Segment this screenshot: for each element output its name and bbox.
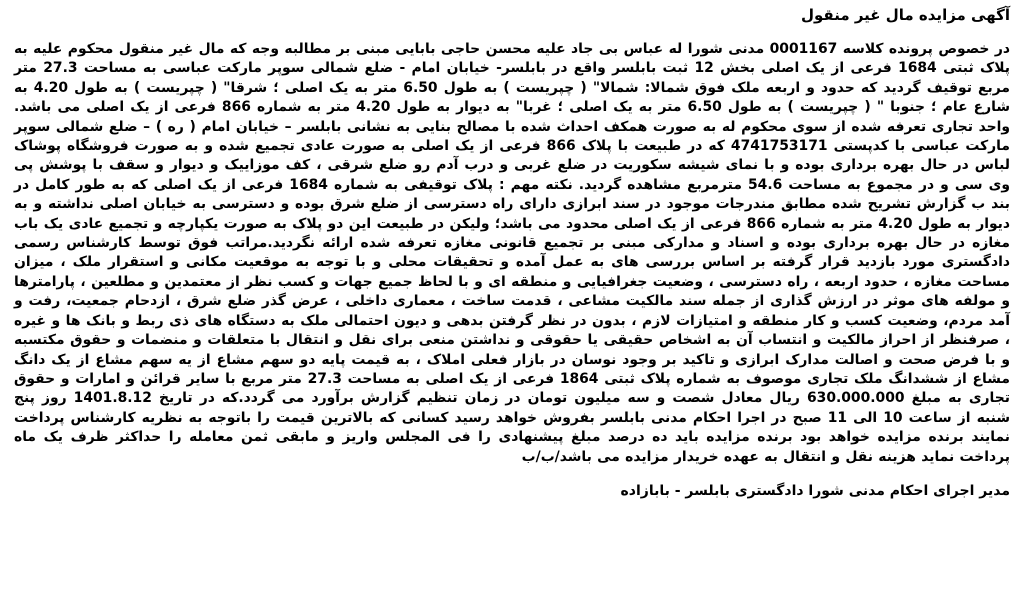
- auction-notice: [14, 4, 1010, 501]
- notice-body: در خصوص پرونده کلاسه 0001167 مدنی شورا له عباس بی جاد علیه محسن حاجی بابایی مبنی بر مطالبه وجه که مال غیر منقول محکوم علیه به پلاک ثبتی 1684 فرعی از یک اصلی بخش 12 ثبت بابلسر واقع در بابلسر- خیابان امام - ضلع شمالی سوپر مارکت عباسی به مساحت 27.3 متر مربع توقیف گردید که حدود و اربعه ملک فوق شمالا: شمالا" ( چپریست ) به طول 6.50 متر به یک اصلی ؛ شرقا" ( چپریست ) به طول 4.20 به شارع عام ؛ جنوبا " ( چپریست ) به طول 6.50 متر به یک اصلی ؛ غربا" به دیوار به طول 4.20 متر به شماره 866 فرعی از یک اصلی می باشد. واحد تجاری تعرفه شده از سوی محکوم له به صورت همکف احداث شده با مصالح بنایی به نشانی بابلسر – خیابان امام ( ره ) – ضلع شمالی سوپر مارکت عباسی با کدپستی 4741753171 که در طبیعت با پلاک 866 فرعی از یک اصلی به صورت عادی تجمیع شده و به صورت فروشگاه پوشاک لباس در حال بهره برداری بوده و با نمای شیشه سکوریت در ضلع غربی و درب آدم رو ضلع شرقی ، کف موزاییک و دیوار و سقف با پوشش پی وی سی و در مجموع به مساحت 54.6 مترمربع مشاهده گردید. نکته مهم : پلاک توقیفی به شماره 1684 فرعی از یک اصلی که به طور کامل در بند ب گزارش تشریح شده مطابق مندرجات موجود در سند ابرازی دارای راه دسترسی از ضلع شرق بوده و دسترسی به خیابان اصلی نداشته و به دیوار به طول 4.20 متر به شماره 866 فرعی از یک اصلی محدود می باشد؛ ولیکن در طبیعت این دو پلاک به صورت یکپارچه و تجمیع عادی یک باب مغازه در حال بهره برداری بوده و اسناد و مدارکی مبنی بر تجمیع قانونی مغازه تعرفه شده ارائه نگردید.مراتب فوق توسط کارشناس رسمی دادگستری مورد بازدید قرار گرفته بر اساس بررسی های به عمل آمده و تحقیقات محلی و با توجه به موقعیت مکانی و استقرار ملک ، میزان مساحت مغازه ، حدود اربعه ، راه دسترسی ، وضعیت جغرافیایی و منطقه ای و با لحاظ جمیع جهات و کسب نظر از معتمدین و مطلعین ، پارامترها و مولفه های موثر در ارزش گذاری از جمله سند مالکیت مشاعی ، قدمت ساخت ، معماری داخلی ، عرض گذر ضلع شرق ، ازدحام جمعیت، رفت و آمد مردم، وضعیت کسب و کار منطقه و امتیازات لازم ، بدون در نظر گرفتن بدهی و دیون احتمالی ملک به دستگاه های ذی ربط و بانک ها و غیره ، صرفنظر از احراز مالکیت و انتساب آن به اشخاص حقیقی یا حقوقی و نداشتن منعی برای نقل و انتقال با متعلقات و منضمات و حقوق مکتسبه و با فرض صحت و اصالت مدارک ابرازی و تاکید بر وجود نوسان در بازار فعلی املاک ، به قیمت پایه دو سهم مشاع از یه سهم مشاع از یک دانگ مشاع از ششدانگ ملک تجاری موصوف به شماره پلاک ثبتی 1864 فرعی از یک اصلی به مساحت 27.3 متر مربع با سایر قرائن و امارات و حقوق تجاری به مبلغ 630.000.000 ریال معادل شصت و سه میلیون تومان در زمان تنظیم گزارش برآورد می گردد.که در تاریخ 1401.8.12 روز پنج شنبه از ساعت 10 الی 11 صبح در اجرا احکام مدنی بابلسر بفروش خواهد رسید کسانی که بالاترین قیمت را باتوجه به نظریه کارشناس پرداخت نمایند برنده مزایده خواهد بود برنده مزایده باید ده درصد مبلغ پیشنهادی را فی المجلس واریز و مابقی ثمن معامله را حداکثر ظرف یک ماه پرداخت نماید هزینه نقل و انتقال به عهده خریدار مزایده می باشد/ب/ب: [14, 41, 1011, 465]
- notice-signature: مدیر اجرای احکام مدنی شورا دادگستری بابلسر - بابازاده: [620, 482, 1010, 499]
- notice-title: آگهی مزایده مال غیر منقول: [800, 6, 1010, 24]
